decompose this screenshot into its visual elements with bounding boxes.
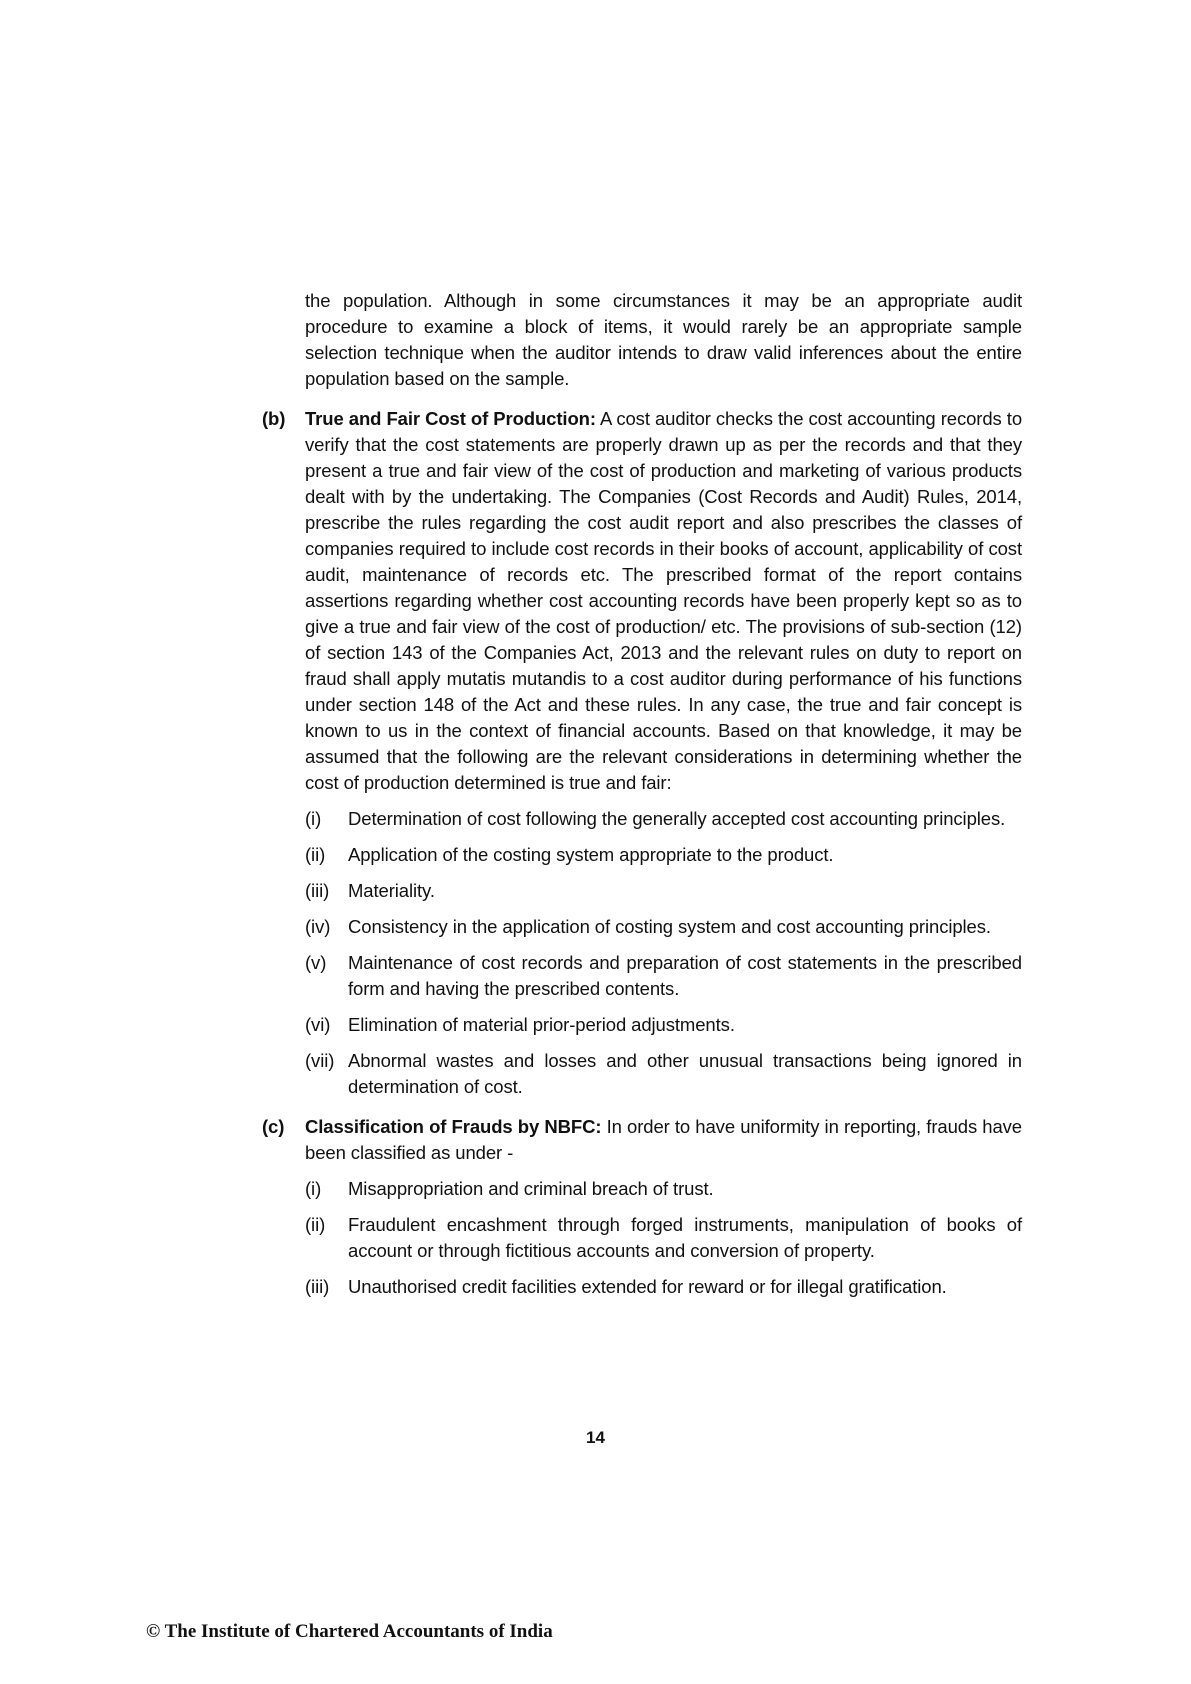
item-text: Application of the costing system appropriate to the product. [348,844,834,865]
item-number: (vii) [305,1050,335,1071]
list-item [305,1176,1022,1202]
footer-copyright: © The Institute of Chartered Accountants of India [146,1621,553,1642]
item-number: (ii) [305,844,326,865]
page-content [262,288,1022,1310]
item-text: Consistency in the application of costing system and cost accounting principles. [348,916,991,937]
list-item [305,1048,1022,1100]
list-item [305,842,1022,868]
item-number: (v) [305,952,327,973]
section-b-list [305,806,1022,1100]
item-text: Materiality. [348,880,435,901]
item-number: (i) [305,1178,322,1199]
intro-paragraph: the population. Although in some circumstances it may be an appropriate audit procedure to examine a block of items, it would rarely be an appropriate sample selection technique when the auditor intends to draw valid inferences about the entire population based on the sample. [305,290,1022,389]
section-b [262,406,1022,1100]
item-text: Determination of cost following the generally accepted cost accounting principles. [348,808,1006,829]
section-c-text: In order to have uniformity in reporting, frauds have been classified as under - [305,1116,1023,1163]
section-b-label: (b) [262,408,286,429]
section-c-label: (c) [262,1116,285,1137]
page-number: 14 [586,1428,605,1447]
item-number: (ii) [305,1214,326,1235]
section-b-heading: True and Fair Cost of Production: [305,408,596,429]
list-item [305,1212,1022,1264]
section-c [262,1114,1022,1300]
section-b-text: A cost auditor checks the cost accounting records to verify that the cost statements are properly drawn up as per the records and that they present a true and fair view of the cost of production and marketing of various products dealt with by the undertaking. The Companies (Cost Records and Audit) Rules, 2014, prescribe the rules regarding the cost audit report and also prescribes the classes of companies required to include cost records in their books of account, applicability of cost audit, maintenance of records etc. The prescribed format of the report contains assertions regarding whether cost accounting records have been properly kept so as to give a true and fair view of the cost of production/ etc. The provisions of sub-section (12) of section 143 of the Companies Act, 2013 and the relevant rules on duty to report on fraud shall apply mutatis mutandis to a cost auditor during performance of his functions under section 148 of the Act and these rules. In any case, the true and fair concept is known to us in the context of financial accounts. Based on that knowledge, it may be assumed that the following are the relevant considerations in determining whether the cost of production determined is true and fair: [305,408,1023,793]
list-item [305,1274,1022,1300]
item-text: Fraudulent encashment through forged instruments, manipulation of books of account or through fictitious accounts and conversion of property. [348,1214,1022,1261]
list-item [305,806,1022,832]
item-number: (iv) [305,916,331,937]
item-number: (i) [305,808,322,829]
item-text: Unauthorised credit facilities extended for reward or for illegal gratification. [348,1276,947,1297]
section-c-heading: Classification of Frauds by NBFC: [305,1116,602,1137]
item-text: Abnormal wastes and losses and other unusual transactions being ignored in determination of cost. [348,1050,1022,1097]
list-item [305,878,1022,904]
list-item [305,1012,1022,1038]
list-item [305,950,1022,1002]
list-item [305,914,1022,940]
item-text: Misappropriation and criminal breach of trust. [348,1178,714,1199]
item-number: (iii) [305,1276,330,1297]
section-b-paragraph [305,406,1022,796]
section-c-paragraph [305,1114,1022,1166]
section-c-list [305,1176,1022,1300]
item-text: Maintenance of cost records and preparation of cost statements in the prescribed form and having the prescribed contents. [348,952,1022,999]
item-number: (vi) [305,1014,331,1035]
item-number: (iii) [305,880,330,901]
item-text: Elimination of material prior-period adjustments. [348,1014,735,1035]
